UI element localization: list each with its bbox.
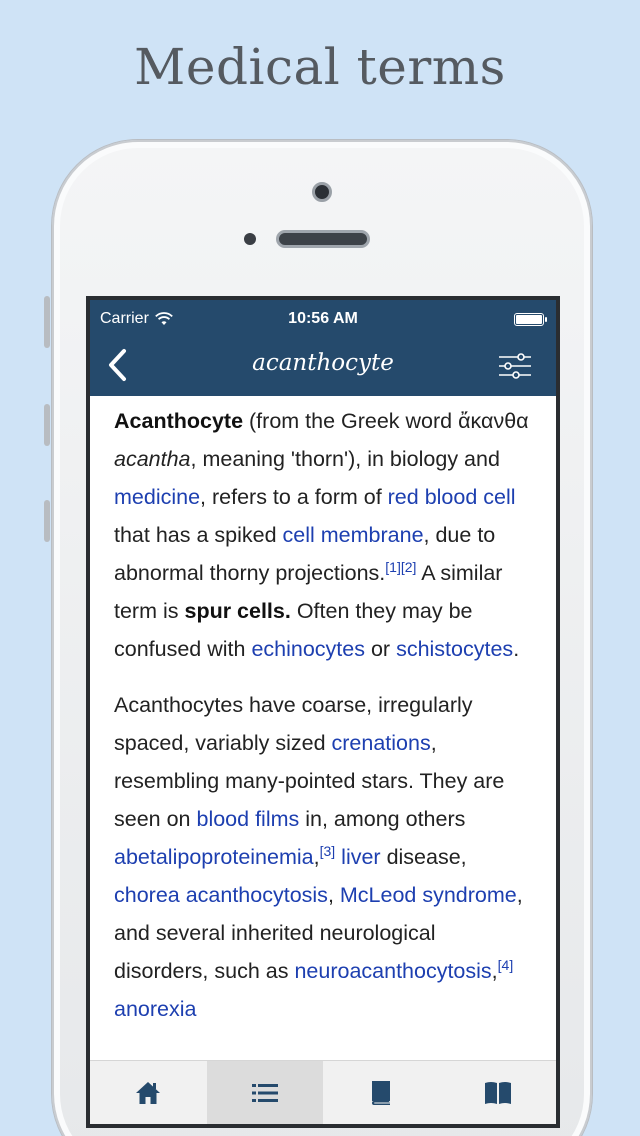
chevron-left-icon[interactable] xyxy=(104,348,134,382)
carrier-label: Carrier xyxy=(100,310,149,327)
link-cell-membrane[interactable]: cell membrane xyxy=(282,523,424,547)
text-run: . xyxy=(513,637,520,661)
headline: Medical terms xyxy=(134,38,506,96)
tab-library[interactable] xyxy=(440,1061,557,1124)
spur-cells-bold: spur cells. xyxy=(184,599,291,623)
text-run: , xyxy=(327,883,340,907)
link-crenations[interactable]: crenations xyxy=(331,731,431,755)
text-run: Acanthocytes have coarse, irregularly spaced, variably sized xyxy=(114,693,473,755)
tab-home[interactable] xyxy=(90,1061,207,1124)
text-run: in, among others xyxy=(299,807,466,831)
article-paragraph-1 xyxy=(114,402,532,668)
front-camera xyxy=(312,182,332,202)
greek-word: ἄκανθα xyxy=(458,409,529,433)
mute-switch xyxy=(44,296,50,348)
link-anorexia[interactable]: anorexia xyxy=(114,997,197,1021)
text-run: , xyxy=(491,959,498,983)
tab-contents[interactable] xyxy=(207,1061,324,1124)
link-medicine[interactable]: medicine xyxy=(114,485,201,509)
phone-screen xyxy=(86,296,560,1128)
link-neuroacanthocytosis[interactable]: neuroacanthocytosis xyxy=(294,959,492,983)
link-abetalipoproteinemia[interactable]: abetalipoproteinemia xyxy=(114,845,314,869)
text-run: (from the Greek word xyxy=(243,409,459,433)
book-icon xyxy=(370,1080,392,1106)
home-icon xyxy=(135,1081,161,1105)
navigation-bar xyxy=(90,300,556,396)
volume-up-button xyxy=(44,404,50,446)
reference-1[interactable]: [1] xyxy=(385,558,401,575)
open-book-icon xyxy=(484,1081,512,1105)
status-time: 10:56 AM xyxy=(288,310,358,327)
page-title: acanthocyte xyxy=(252,350,394,376)
link-echinocytes[interactable]: echinocytes xyxy=(251,637,365,661)
link-red-blood-cell[interactable]: red blood cell xyxy=(387,485,516,509)
text-run: A similar term is xyxy=(114,561,503,623)
text-run: , xyxy=(313,845,320,869)
text-run: or xyxy=(365,637,397,661)
text-run: , and several inherited neurological disorders, such as xyxy=(114,883,523,983)
link-schistocytes[interactable]: schistocytes xyxy=(396,637,514,661)
reference-2[interactable]: [2] xyxy=(400,558,417,575)
reference-4[interactable]: [4] xyxy=(497,956,514,973)
proximity-sensor xyxy=(244,233,256,245)
reference-3[interactable]: [3] xyxy=(319,842,336,859)
sliders-icon[interactable] xyxy=(498,352,532,380)
battery-icon xyxy=(514,313,544,326)
text-run: , meaning 'thorn'), in biology and xyxy=(190,447,500,471)
tab-bar xyxy=(90,1060,556,1124)
link-chorea-acanthocytosis[interactable]: chorea acanthocytosis xyxy=(114,883,328,907)
tab-book[interactable] xyxy=(323,1061,440,1124)
list-icon xyxy=(252,1083,278,1103)
text-run: disease, xyxy=(380,845,467,869)
article-paragraph-2 xyxy=(114,686,532,1028)
status-bar xyxy=(90,300,556,338)
volume-down-button xyxy=(44,500,50,542)
text-run: Often they may be confused with xyxy=(114,599,473,661)
term-bold: Acanthocyte xyxy=(114,409,244,433)
link-blood-films[interactable]: blood films xyxy=(196,807,300,831)
text-run: , due to abnormal thorny projections. xyxy=(114,523,496,585)
article-content xyxy=(90,396,556,1060)
text-run: , refers to a form of xyxy=(200,485,388,509)
italic-word: acantha xyxy=(114,447,191,471)
earpiece-speaker xyxy=(276,230,370,248)
link-mcleod-syndrome[interactable]: McLeod syndrome xyxy=(339,883,517,907)
text-run: that has a spiked xyxy=(114,523,283,547)
text-run: , resembling many-pointed stars. They are seen on xyxy=(114,731,505,831)
link-liver[interactable]: liver xyxy=(341,845,381,869)
